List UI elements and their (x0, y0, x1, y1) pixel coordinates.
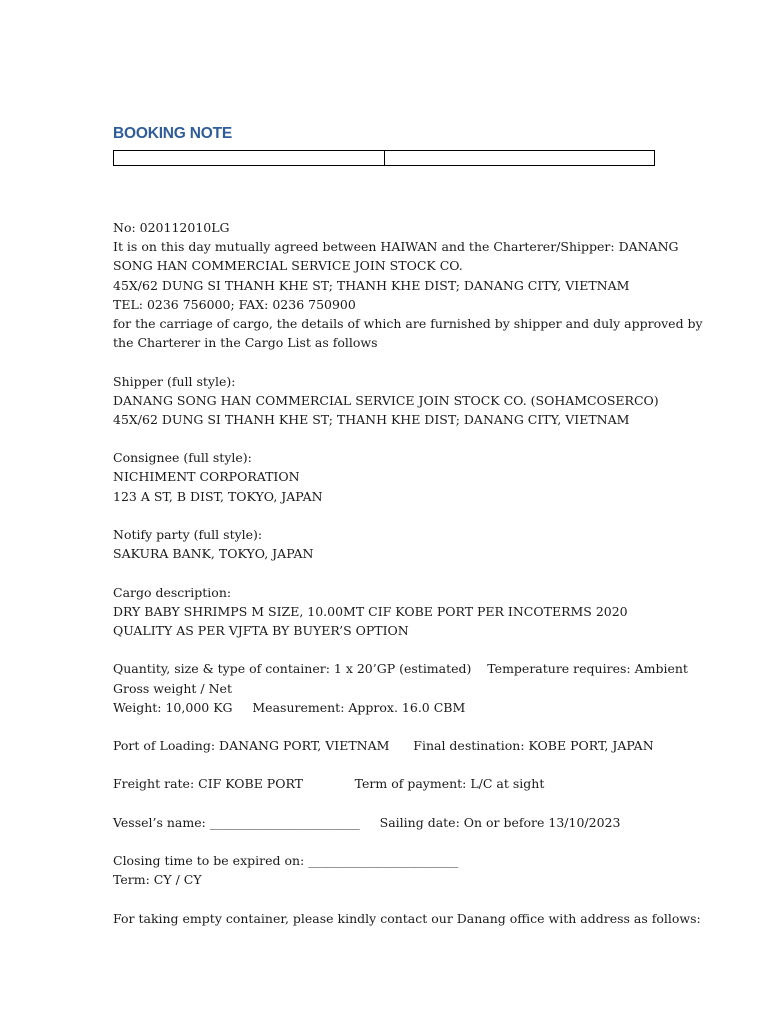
body-text-line: SONG HAN COMMERCIAL SERVICE JOIN STOCK CO. (113, 258, 463, 274)
body-text-line: Quantity, size & type of container: 1 x 20’GP (estimated) Temperature requires: Ambient (113, 661, 688, 677)
blank-line (113, 717, 673, 736)
document-body (113, 218, 703, 928)
body-text-line: Port of Loading: DANANG PORT, VIETNAM Final destination: KOBE PORT, JAPAN (113, 738, 654, 754)
body-text-line: DRY BABY SHRIMPS M SIZE, 10.00MT CIF KOBE PORT PER INCOTERMS 2020 (113, 603, 628, 619)
body-text-line: No: 020112010LG (113, 220, 230, 235)
body-text-line: Weight: 10,000 KG Measurement: Approx. 16.0 CBM (113, 699, 466, 715)
body-text-line: DANANG SONG HAN COMMERCIAL SERVICE JOIN STOCK CO. (SOHAMCOSERCO) (113, 392, 659, 408)
blank-line (113, 506, 673, 525)
body-text-line: Gross weight / Net (113, 680, 232, 696)
body-text-line: Freight rate: CIF KOBE PORT Term of payment: L/C at sight (113, 776, 545, 792)
blank-line (113, 429, 673, 448)
body-text-line: For taking empty container, please kindly contact our Danang office with address as follows: (113, 910, 701, 926)
blank-line (113, 352, 673, 371)
body-text-line: 45X/62 DUNG SI THANH KHE ST; THANH KHE DIST; DANANG CITY, VIETNAM (113, 277, 630, 293)
body-text-line: 123 A ST, B DIST, TOKYO, JAPAN (113, 488, 323, 504)
body-text-line: Vessel’s name: ________________________ Sailing date: On or before 13/10/2023 (113, 814, 621, 830)
blank-line (113, 563, 673, 582)
header-cell-left (114, 151, 385, 166)
body-text-line: 45X/62 DUNG SI THANH KHE ST; THANH KHE DIST; DANANG CITY, VIETNAM (113, 411, 630, 427)
body-text-line: Term: CY / CY (113, 872, 202, 888)
blank-line (113, 890, 673, 909)
body-text-line: Shipper (full style): (113, 373, 236, 389)
body-text-line: Cargo description: (113, 584, 232, 600)
body-text-line: the Charterer in the Cargo List as follows (113, 335, 378, 351)
blank-line (113, 832, 673, 851)
header-table (113, 150, 655, 166)
body-text-line: It is on this day mutually agreed between HAIWAN and the Charterer/Shipper: DANANG (113, 239, 679, 255)
header-cell-right (384, 151, 655, 166)
body-text-line: for the carriage of cargo, the details of which are furnished by shipper and duly approved by (113, 315, 703, 331)
body-text-line: TEL: 0236 756000; FAX: 0236 750900 (113, 296, 356, 312)
body-text-line: NICHIMENT CORPORATION (113, 469, 300, 485)
document-title: BOOKING NOTE (113, 125, 233, 142)
blank-line (113, 794, 673, 813)
body-text-line: Consignee (full style): (113, 450, 252, 466)
blank-line (113, 640, 673, 659)
blank-line (113, 755, 673, 774)
body-text-line: QUALITY AS PER VJFTA BY BUYER’S OPTION (113, 622, 409, 638)
body-text-line: SAKURA BANK, TOKYO, JAPAN (113, 546, 314, 562)
body-text-line: Closing time to be expired on: ________________________ (113, 853, 459, 869)
body-text-line: Notify party (full style): (113, 527, 263, 542)
